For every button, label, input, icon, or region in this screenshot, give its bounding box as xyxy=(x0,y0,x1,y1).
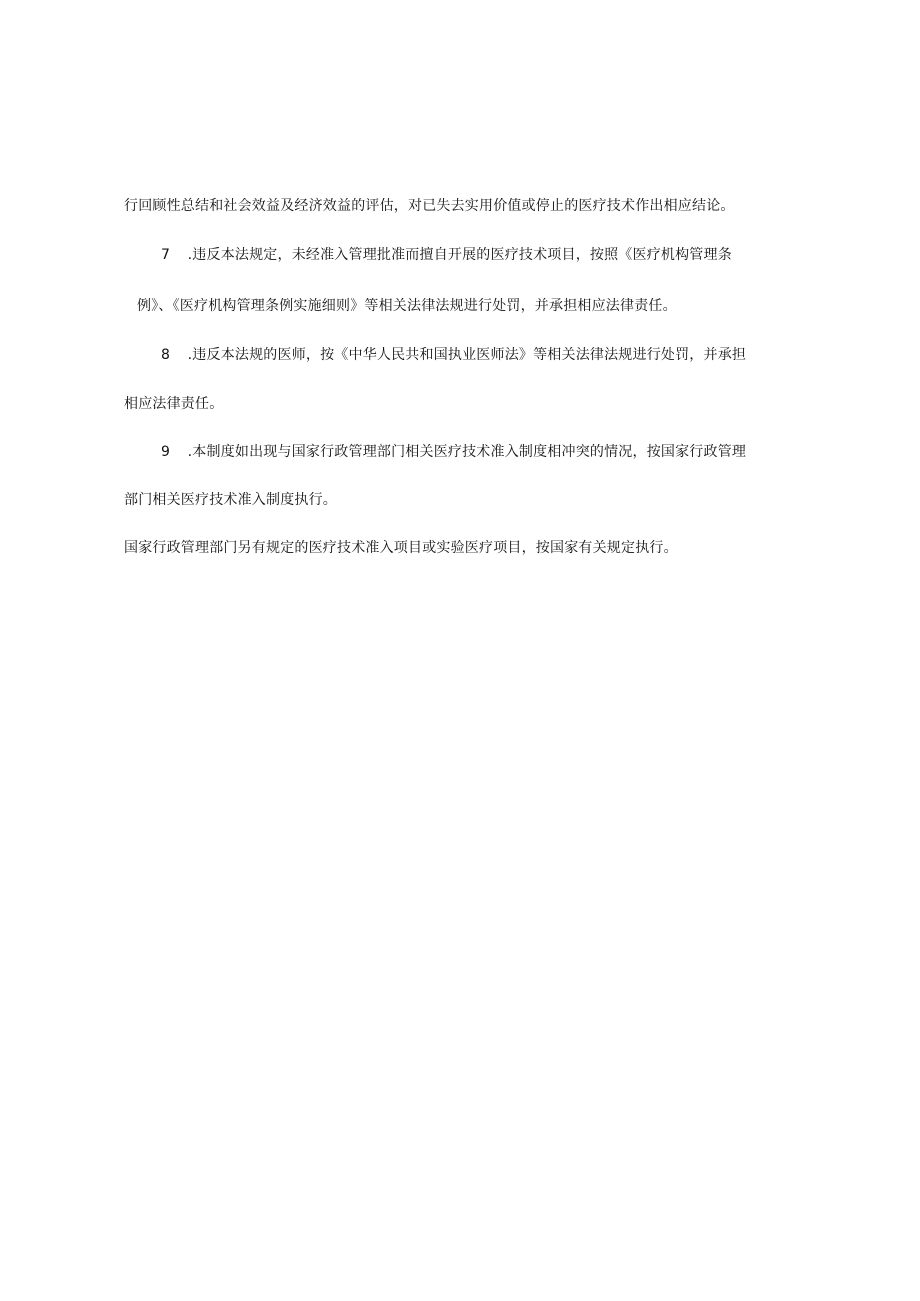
item-8-line-2 xyxy=(124,395,223,413)
item-number: 9 xyxy=(161,444,171,460)
item-7-line-2 xyxy=(137,297,677,315)
text-line: .本制度如出现与国家行政管理部门相关医疗技术准入制度相冲突的情况，按国家行政管理 xyxy=(187,444,747,460)
item-9-line-1 xyxy=(161,443,746,461)
item-7-line-1 xyxy=(161,246,732,264)
item-8-line-1 xyxy=(161,346,746,364)
text-line: 例》、《医疗机构管理条例实施细则》等相关法律法规进行处罚，并承担相应法律责任。 xyxy=(137,298,677,314)
final-paragraph xyxy=(124,539,678,557)
item-9-line-2 xyxy=(124,491,337,509)
text-line: .违反本法规的医师，按《中华人民共和国执业医师法》等相关法律法规进行处罚，并承担 xyxy=(187,347,747,363)
item-number: 7 xyxy=(161,247,171,263)
paragraph-line-continuation xyxy=(124,197,735,215)
item-number: 8 xyxy=(161,347,171,363)
text-line: 部门相关医疗技术准入制度执行。 xyxy=(124,492,337,508)
text-line: 国家行政管理部门另有规定的医疗技术准入项目或实验医疗项目，按国家有关规定执行。 xyxy=(124,540,678,556)
text-line: 行回顾性总结和社会效益及经济效益的评估，对已失去实用价值或停止的医疗技术作出相应结论。 xyxy=(124,198,735,214)
text-line: 相应法律责任。 xyxy=(124,396,224,412)
text-line: .违反本法规定，未经准入管理批准而擅自开展的医疗技术项目，按照《医疗机构管理条 xyxy=(187,247,732,263)
